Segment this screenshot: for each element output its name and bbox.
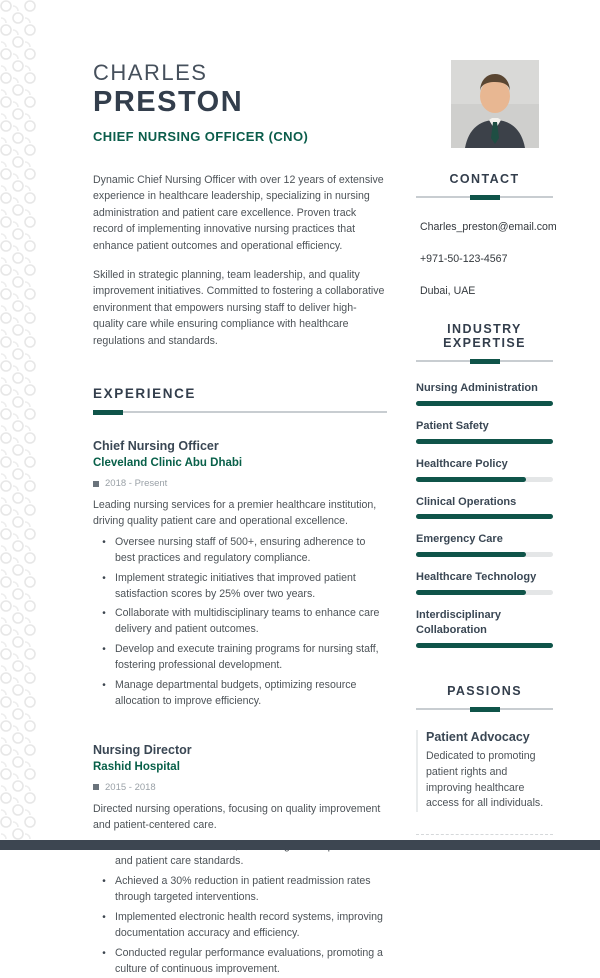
header-job-title: CHIEF NURSING OFFICER (CNO) (93, 129, 309, 145)
skill-label: Emergency Care (416, 533, 503, 546)
job-dates-text: 2018 - Present (105, 478, 168, 490)
skill-bar-track (416, 477, 553, 482)
passion-item (416, 730, 553, 813)
skill-item (416, 532, 553, 557)
skill-bar-fill (416, 590, 526, 595)
bullet-icon: • (102, 572, 106, 584)
passion-title: Patient Advocacy (426, 729, 530, 744)
bullet-item (93, 571, 387, 603)
divider-accent (470, 195, 500, 200)
contact-phone[interactable]: +971-50-123-4567 (420, 253, 508, 265)
job-entry (93, 439, 387, 710)
skill-bar-track (416, 439, 553, 444)
section-divider (93, 410, 387, 415)
last-name: PRESTON (93, 86, 244, 119)
summary-paragraph: Dynamic Chief Nursing Officer with over 12 years of extensive experience in healthcare leadership, specializing in nursing administration and patient care excellence. Proven track record of implementing innovative nursing practices that enhance patient outcomes and operational efficiency. (93, 174, 384, 252)
bullet-text: Manage departmental budgets, optimizing resource allocation to improve efficiency. (115, 678, 357, 707)
job-company: Rashid Hospital (93, 760, 180, 773)
calendar-icon (93, 481, 99, 487)
skill-label: Clinical Operations (416, 495, 517, 508)
skill-bar-track (416, 514, 553, 519)
skill-item (416, 570, 553, 595)
contact-location: Dubai, UAE (420, 285, 476, 297)
bullet-item (93, 535, 387, 567)
skill-bar-track (416, 590, 553, 595)
passions-heading: PASSIONS (447, 683, 522, 698)
bullet-text: and patient care standards. (115, 855, 244, 868)
bullet-item (93, 642, 387, 674)
passion-description: Dedicated to promoting patient rights and improving healthcare access for all individuals. (426, 749, 544, 810)
bullet-item (93, 910, 387, 942)
skill-label: Interdisciplinary Collaboration (416, 609, 501, 636)
calendar-icon (93, 784, 99, 790)
expertise-heading: INDUSTRY EXPERTISE (443, 322, 526, 350)
skill-bar-fill (416, 643, 553, 648)
divider-line (93, 411, 387, 413)
bullet-icon: • (102, 912, 106, 924)
skill-item (416, 608, 553, 648)
divider-accent (470, 359, 500, 364)
first-name: CHARLES (93, 60, 208, 85)
bullet-text: Oversee nursing staff of 500+, ensuring adherence to best practices and regulatory compliance. (115, 535, 366, 564)
job-bullets (93, 535, 387, 710)
experience-heading: EXPERIENCE (93, 386, 197, 402)
dashed-separator (416, 834, 553, 835)
bullet-item (93, 678, 387, 710)
contact-heading: CONTACT (449, 172, 520, 186)
bullet-icon: • (102, 644, 106, 656)
bullet-text: Develop and execute training programs for nursing staff, fostering professional development. (115, 643, 379, 672)
skill-bar-track (416, 643, 553, 648)
bullet-text: Achieved a 30% reduction in patient readmission rates through targeted interventions. (115, 875, 371, 904)
divider-accent (470, 707, 500, 712)
skill-item (416, 381, 553, 406)
bullet-item (93, 946, 387, 978)
skill-label: Patient Safety (416, 419, 489, 432)
skills-list (416, 381, 553, 648)
profile-photo (451, 60, 539, 148)
bullet-text: Conducted regular performance evaluations, promoting a culture of continuous improvement. (115, 946, 383, 975)
footer-accent-bar (0, 840, 600, 850)
skill-bar-fill (416, 439, 553, 444)
skill-item (416, 419, 553, 444)
skill-bar-track (416, 552, 553, 557)
bullet-icon: • (102, 679, 106, 691)
bullet-item (93, 606, 387, 638)
job-entry (93, 743, 387, 978)
summary-paragraph: Skilled in strategic planning, team leadership, and quality improvement initiatives. Committed to fostering a collaborative environment that empowers nursing staff to deliver high-quality care while ensuring compliance with healthcare regulations and standards. (93, 269, 385, 347)
header (93, 60, 553, 148)
job-description: Directed nursing operations, focusing on quality improvement and patient-centered care. (93, 802, 381, 831)
job-dates (93, 478, 387, 489)
job-title: Nursing Director (93, 742, 192, 757)
job-description: Leading nursing services for a premier healthcare institution, driving quality patient care and operational excellence. (93, 499, 377, 527)
skill-bar-fill (416, 401, 553, 406)
decorative-pattern-strip (0, 0, 36, 840)
contact-section (416, 172, 557, 297)
skill-item (416, 457, 553, 482)
bullet-text: Implemented electronic health record systems, improving documentation accuracy and efficiency. (115, 911, 383, 939)
skill-label: Healthcare Technology (416, 571, 537, 584)
bullet-text: Implement strategic initiatives that improved patient satisfaction scores by 25% over two years. (115, 571, 356, 600)
skill-label: Nursing Administration (416, 382, 538, 394)
job-company: Cleveland Clinic Abu Dhabi (93, 457, 243, 470)
section-divider (416, 707, 553, 712)
industry-expertise-section (416, 322, 553, 648)
job-dates-text: 2015 - 2018 (105, 781, 156, 793)
bullet-text: Collaborate with multidisciplinary teams to enhance care delivery and patient outcomes. (115, 607, 380, 636)
skill-bar-fill (416, 514, 553, 519)
experience-section (93, 386, 387, 978)
bullet-icon: • (102, 608, 106, 620)
job-title: Chief Nursing Officer (93, 439, 219, 454)
skill-bar-fill (416, 552, 526, 557)
professional-summary (93, 172, 387, 349)
job-dates (93, 782, 387, 793)
bullet-icon: • (102, 876, 106, 888)
section-divider (416, 359, 553, 364)
skill-bar-track (416, 401, 553, 406)
section-divider (416, 195, 553, 200)
name-block (93, 60, 308, 144)
passions-section (416, 684, 553, 836)
job-bullets (93, 839, 387, 978)
skill-bar-fill (416, 477, 526, 482)
bullet-item (93, 874, 387, 906)
bullet-icon: • (102, 947, 106, 959)
bullet-icon: • (102, 536, 106, 548)
contact-email[interactable]: Charles_preston@email.com (420, 221, 557, 233)
divider-accent (93, 410, 123, 415)
skill-label: Healthcare Policy (416, 457, 508, 470)
skill-item (416, 495, 553, 520)
